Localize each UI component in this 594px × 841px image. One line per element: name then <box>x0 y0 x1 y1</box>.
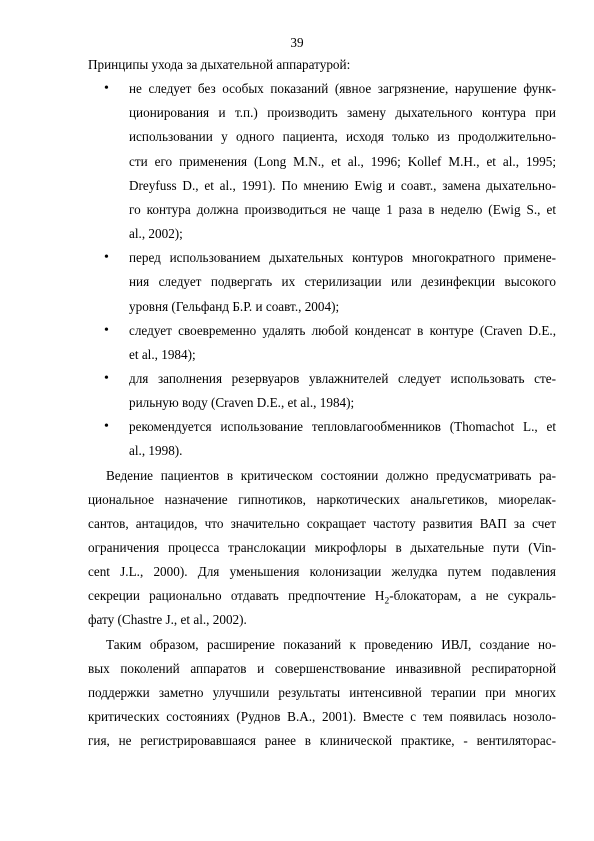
bullet-line: et al., 1984); <box>129 346 196 362</box>
paragraph-line: сантов, антацидов, что значительно сокращает частоту развития ВАП за счет <box>88 515 556 531</box>
bullet-marker: • <box>104 419 109 435</box>
paragraph-line: циональное назначение гипнотиков, наркотических анальгетиков, миорелак- <box>88 491 556 507</box>
bullet-marker: • <box>104 322 109 338</box>
section-heading: Принципы ухода за дыхательной аппаратурой: <box>88 57 351 72</box>
paragraph-line: критических состояниях (Руднов В.А., 2001). Вместе с тем появилась нозоло- <box>88 709 556 725</box>
bullet-line: ния следует подвергать их стерилизации или дезинфекции высокого <box>129 274 556 290</box>
paragraph-line <box>88 587 556 611</box>
bullet-marker: • <box>104 250 109 266</box>
bullet-line: al., 1998). <box>129 443 183 459</box>
bullet-line: Dreyfuss D., et al., 1991). По мнению Ewig и соавт., замена дыхательно- <box>129 177 556 193</box>
subscript: 2 <box>384 596 390 607</box>
bullet-marker: • <box>104 370 109 386</box>
bullet-line: рекомендуется использование тепловлагообменников (Thomachot L., et <box>129 419 556 435</box>
paragraph-line: Таким образом, расширение показаний к проведению ИВЛ, создание но- <box>106 636 556 652</box>
bullet-line: рильную воду (Craven D.E., et al., 1984); <box>129 395 355 411</box>
bullet-line: уровня (Гельфанд Б.Р. и соавт., 2004); <box>129 298 340 314</box>
paragraph-line: cent J.L., 2000). Для уменьшения колонизации желудка путем подавления <box>88 564 556 580</box>
bullet-line: для заполнения резервуаров увлажнителей следует использовать сте- <box>129 370 556 386</box>
paragraph-line: ограничения процесса транслокации микрофлоры в дыхательные пути (Vin- <box>88 540 556 555</box>
bullet-line: го контура должна производиться не чаще 1 раза в неделю (Ewig S., et <box>129 201 556 217</box>
bullet-line: следует своевременно удалять любой конденсат в контуре (Craven D.E., <box>129 322 556 338</box>
paragraph-line: поддержки заметно улучшили результаты интенсивной терапии при многих <box>88 684 556 700</box>
bullet-line: использовании у одного пациента, исходя только из продолжительно- <box>129 129 556 145</box>
bullet-line: al., 2002); <box>129 226 183 242</box>
paragraph-line: фату (Chastre J., et al., 2002). <box>88 612 247 628</box>
paragraph-line: гия, не регистрировавшаяся ранее в клинической практике, - вентиляторас- <box>88 733 556 749</box>
bullet-line: ционирования и т.п.) производить замену дыхательного контура при <box>129 105 556 121</box>
bullet-line: перед использованием дыхательных контуров многократного примене- <box>129 250 556 266</box>
bullet-line: сти его применения (Long M.N., et al., 1996; Kollef M.H., et al., 1995; <box>129 153 556 169</box>
paragraph-line: вых поколений аппаратов и совершенствование инвазивной респираторной <box>88 660 556 676</box>
page-number: 39 <box>290 35 304 50</box>
bullet-marker: • <box>104 81 109 97</box>
paragraph-line: Ведение пациентов в критическом состоянии должно предусматривать ра- <box>106 467 556 483</box>
bullet-line: не следует без особых показаний (явное загрязнение, нарушение функ- <box>129 81 556 97</box>
text-segment: -блокаторам, а не сукраль- <box>389 588 557 604</box>
text-segment: секреции рационально отдавать предпочтение Н <box>88 588 385 604</box>
